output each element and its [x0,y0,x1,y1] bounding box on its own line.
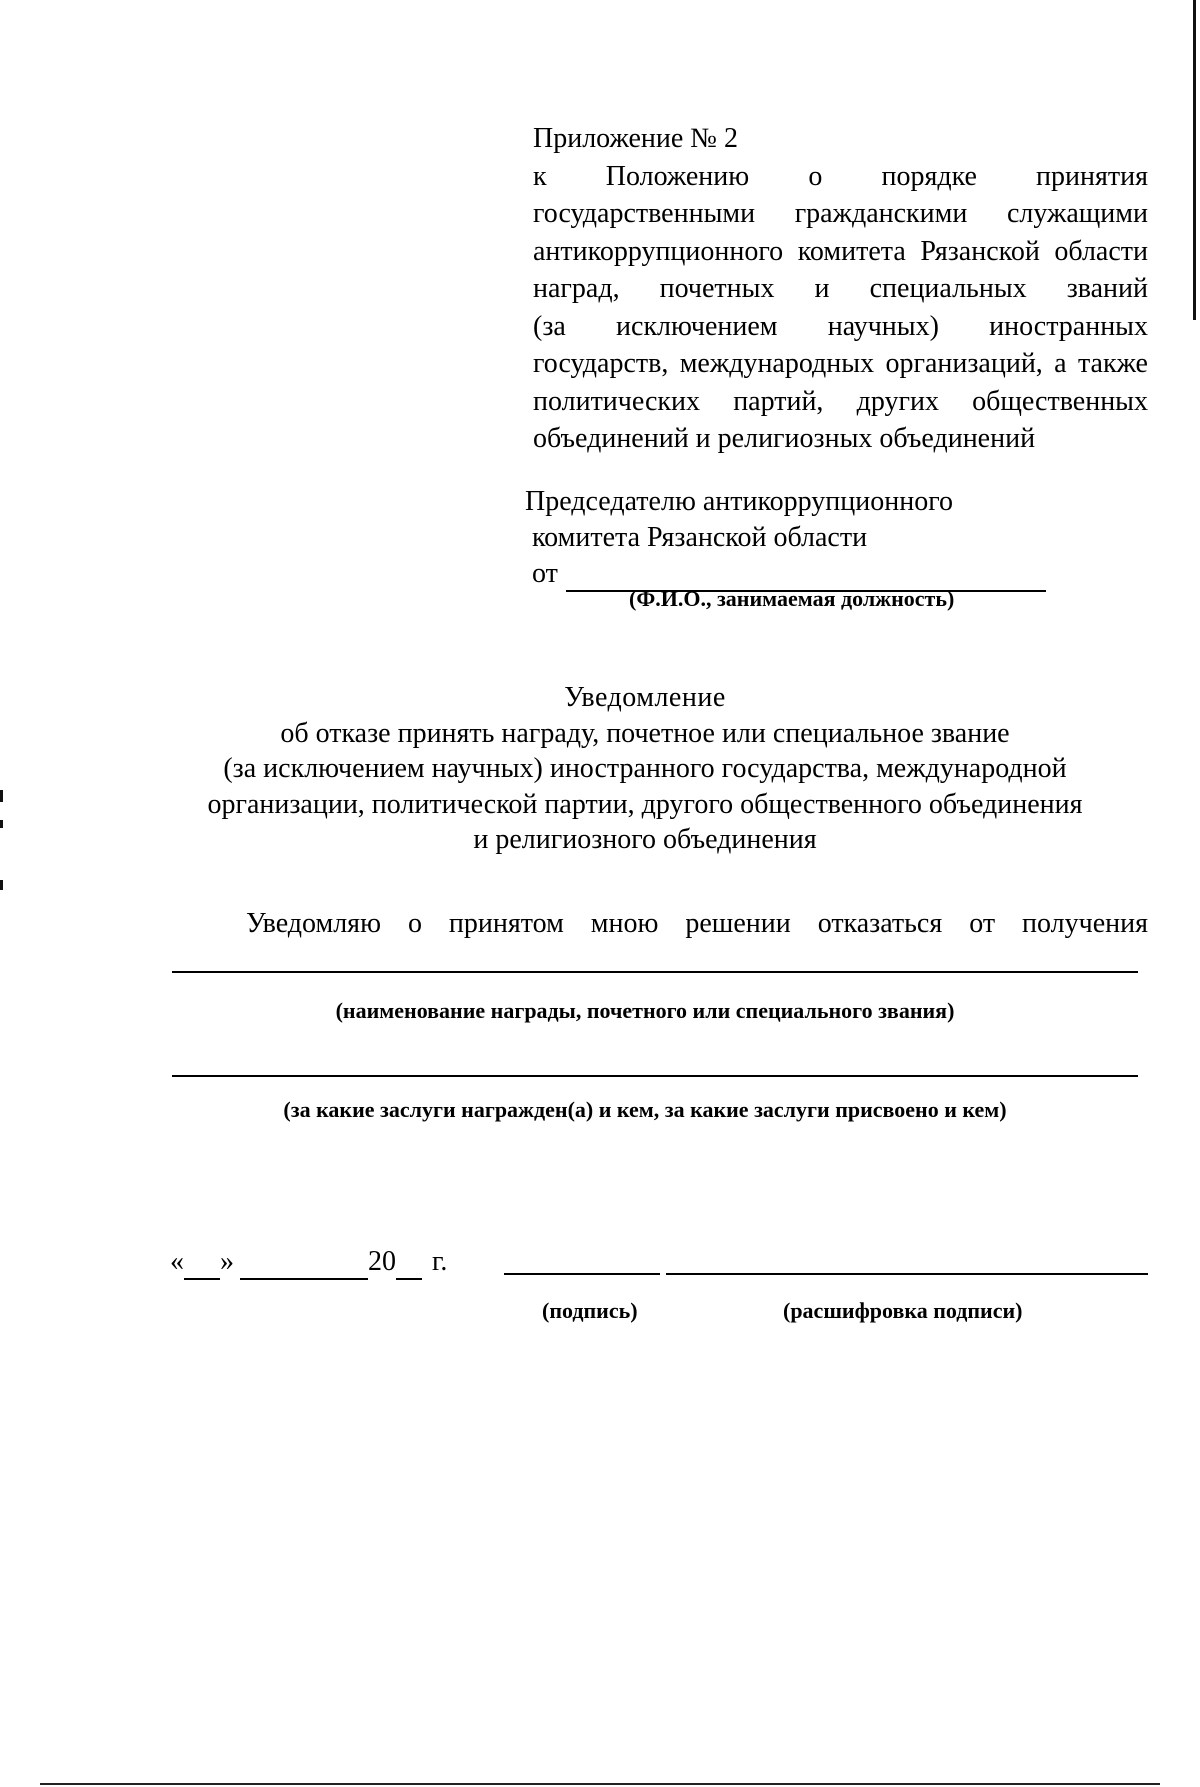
signature-decoding-field[interactable] [666,1273,1148,1275]
appendix-line: государственными гражданскими служащими [533,198,1148,229]
appendix-line: объединений и религиозных объединений [533,423,1036,454]
notice-title [140,680,1150,858]
addressee-line: комитета Рязанской области [532,522,868,553]
scan-edge-bottom [40,1783,1160,1785]
merits-field[interactable] [172,1075,1138,1077]
appendix-line: наград, почетных и специальных званий [533,273,1148,304]
notify-text: Уведомляю о принятом мною решении отказаться от получения [246,908,1148,939]
notice-subtitle-line: (за исключением научных) иностранного государства, международной [223,753,1067,784]
from-label: от [532,558,558,589]
signature-caption: (подпись) [542,1298,638,1323]
scan-mark [0,880,3,890]
date-row [170,1244,447,1280]
scan-mark [0,790,3,802]
appendix-line: антикоррупционного комитета Рязанской области [533,235,1148,267]
award-name-caption: (наименование награды, почетного или специального звания) [335,998,955,1023]
addressee-line: Председателю антикоррупционного [525,486,954,517]
notice-subtitle-line: организации, политической партии, другого общественного объединения [207,788,1083,820]
appendix-line: к Положению о порядке принятия [533,160,1148,192]
month-field[interactable] [240,1250,368,1280]
signature-decoding-caption: (расшифровка подписи) [783,1298,1023,1323]
scan-edge-right [1193,0,1196,320]
scan-mark [0,820,3,828]
signature-field[interactable] [504,1273,660,1275]
appendix-header [533,120,1148,458]
notice-heading: Уведомление [564,682,726,713]
close-quote: » [220,1246,234,1277]
year-suffix: г. [432,1246,448,1277]
year-prefix: 20 [368,1246,396,1277]
appendix-line: (за исключением научных) иностранных [533,310,1148,342]
appendix-line: государств, международных организаций, а также [533,348,1148,379]
sender-caption: (Ф.И.О., занимаемая должность) [629,586,955,611]
appendix-line: политических партий, других общественных [533,385,1148,417]
day-field[interactable] [184,1250,220,1280]
addressee-block [525,484,1085,611]
award-name-field[interactable] [172,971,1138,973]
year-field[interactable] [396,1250,422,1280]
appendix-number: Приложение № 2 [533,123,738,154]
notice-subtitle-line: и религиозного объединения [473,824,817,855]
open-quote: « [170,1246,184,1277]
merits-caption: (за какие заслуги награжден(а) и кем, за какие заслуги присвоено и кем) [283,1097,1007,1122]
notice-subtitle-line: об отказе принять награду, почетное или специальное звание [280,717,1010,749]
